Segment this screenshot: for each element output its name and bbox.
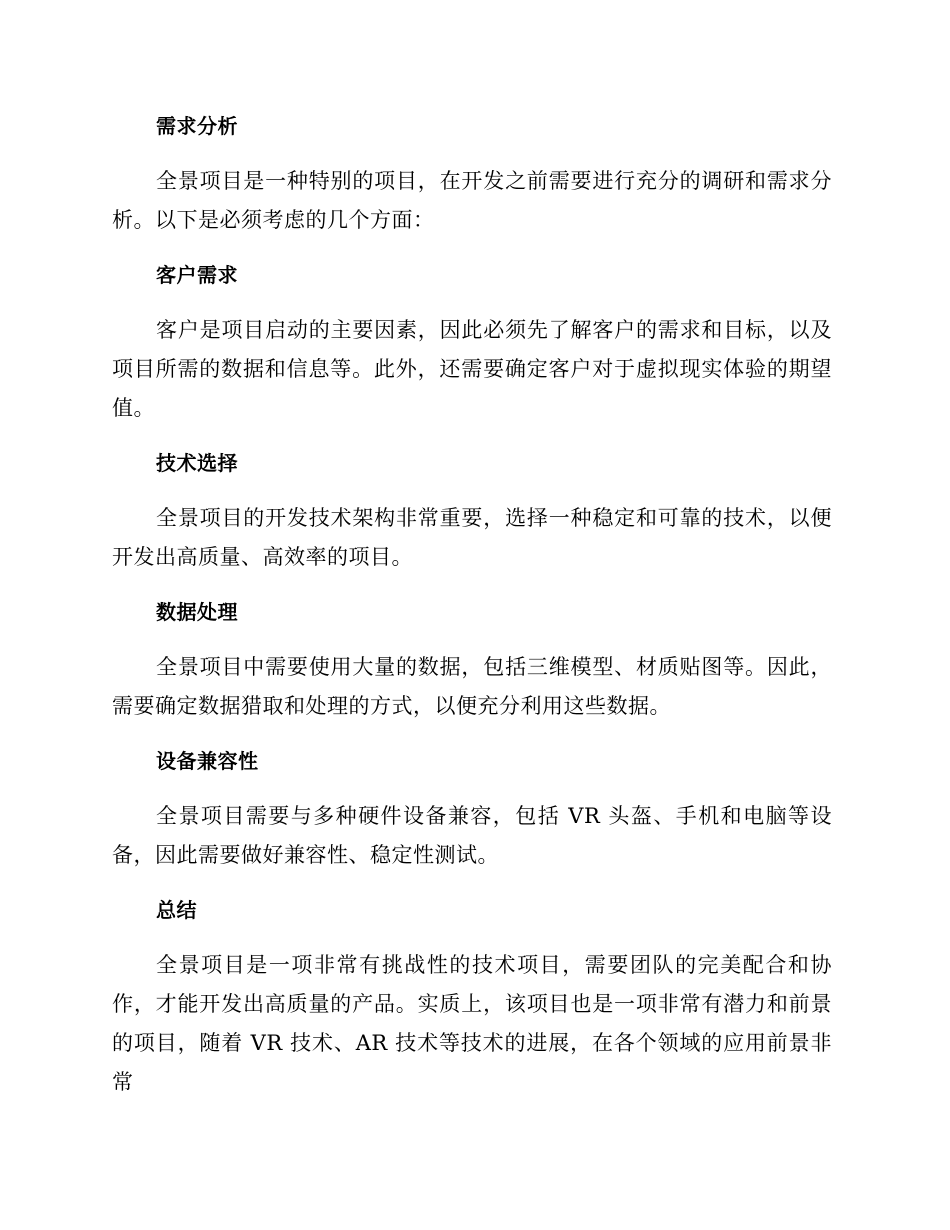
document-content — [112, 106, 832, 1117]
section-heading-technology-choice: 技术选择 — [156, 451, 238, 475]
section-heading-customer-needs: 客户需求 — [156, 263, 238, 287]
section-body-requirements-analysis: 全景项目是一种特别的项目，在开发之前需要进行充分的调研和需求分析。以下是必须考虑的几个方面： — [112, 169, 832, 232]
section-body-customer-needs: 客户是项目启动的主要因素，因此必须先了解客户的需求和目标，以及项目所需的数据和信息等。此外，还需要确定客户对于虚拟现实体验的期望值。 — [112, 318, 832, 420]
section-heading-data-processing: 数据处理 — [156, 600, 238, 624]
section-body-device-compatibility: 全景项目需要与多种硬件设备兼容，包括 VR 头盔、手机和电脑等设备，因此需要做好兼容性、稳定性测试。 — [112, 804, 832, 867]
section-body-technology-choice: 全景项目的开发技术架构非常重要，选择一种稳定和可靠的技术，以便开发出高质量、高效率的项目。 — [112, 506, 832, 569]
section-heading-device-compatibility: 设备兼容性 — [156, 749, 259, 773]
section-heading-requirements-analysis: 需求分析 — [156, 114, 238, 138]
section-body-summary: 全景项目是一项非常有挑战性的技术项目，需要团队的完美配合和协作，才能开发出高质量的产品。实质上，该项目也是一项非常有潜力和前景的项目，随着 VR 技术、AR 技术等技术的进展，在各个领域的应用前景非常 — [112, 953, 832, 1094]
section-heading-summary: 总结 — [156, 898, 197, 922]
section-body-data-processing: 全景项目中需要使用大量的数据，包括三维模型、材质贴图等。因此，需要确定数据猎取和处理的方式，以便充分利用这些数据。 — [112, 655, 832, 718]
